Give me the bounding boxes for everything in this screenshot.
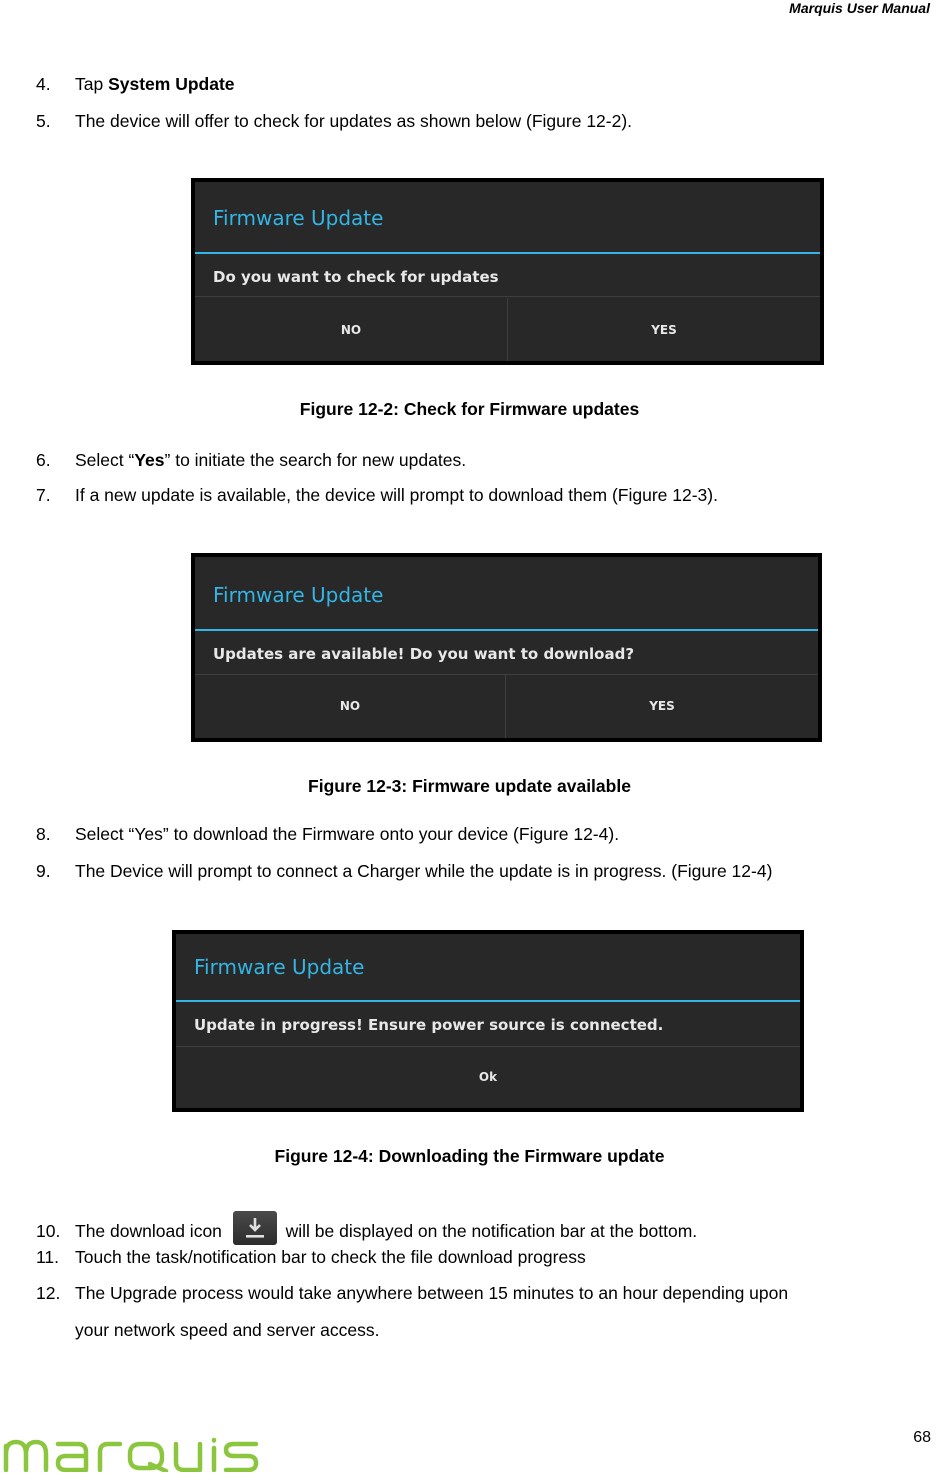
step-text: If a new update is available, the device will prompt to download them (Figure 12-3). [75,485,718,505]
step-number: 8. [36,824,51,844]
running-header: Marquis User Manual [789,0,930,16]
dialog-message: Updates are available! Do you want to download? [213,645,635,663]
page-number: 68 [913,1429,931,1446]
ok-button[interactable]: Ok [478,1070,498,1084]
step-text-prefix: Select “ [75,450,135,470]
step-5 [36,111,632,131]
dialog-title-rule [195,252,820,254]
figure-12-2-caption: Figure 12-2: Check for Firmware updates [299,399,640,419]
step-number: 4. [36,74,51,94]
figure-12-4-dialog [172,930,804,1112]
download-icon [233,1211,277,1245]
step-bold-term: System Update [108,74,235,94]
dialog-message: Update in progress! Ensure power source is connected. [194,1016,664,1034]
step-text: Select “Yes” to download the Firmware onto your device (Figure 12-4). [75,824,620,844]
step-number: 6. [36,450,51,470]
step-9 [36,861,772,881]
step-text-prefix: Tap [75,74,109,94]
yes-button[interactable]: YES [649,699,675,713]
step-text-suffix: will be displayed on the notification bar at the bottom. [280,1221,698,1241]
dialog-message: Do you want to check for updates [213,268,499,286]
dialog-title-rule [176,1000,800,1002]
no-button[interactable]: NO [340,322,362,337]
dialog-button-separator [195,296,820,297]
step-8 [36,824,619,844]
step-6 [36,450,466,470]
step-bold-term: Yes [134,450,165,470]
step-12-continuation: your network speed and server access. [75,1320,380,1340]
figure-12-3-dialog [191,553,822,742]
step-number: 10. [36,1221,61,1241]
step-text: The device will offer to check for updates as shown below (Figure 12-2). [75,111,633,131]
step-number: 11. [36,1247,60,1267]
step-number: 9. [36,861,51,881]
step-11 [36,1247,586,1267]
dialog-title: Firmware Update [213,206,384,230]
no-button[interactable]: NO [339,699,361,713]
step-number: 5. [36,111,51,131]
dialog-title: Firmware Update [213,583,384,607]
step-10 [36,1211,697,1245]
yes-button[interactable]: YES [651,322,677,337]
step-number: 7. [36,485,51,505]
step-7 [36,485,718,505]
step-number: 12. [36,1283,61,1303]
step-text: Touch the task/notification bar to check the file download progress [75,1247,586,1267]
step-text [75,74,235,94]
figure-12-3-caption: Figure 12-3: Firmware update available [308,776,631,796]
figure-12-2-dialog [191,178,824,365]
step-text-suffix: ” to initiate the search for new updates. [164,450,467,470]
step-text [75,1221,697,1241]
step-text [75,450,466,470]
figure-12-4-caption: Figure 12-4: Downloading the Firmware update [274,1146,665,1166]
step-text: The Device will prompt to connect a Charger while the update is in progress. (Figure 12-4) [75,861,773,881]
dialog-title: Firmware Update [194,955,365,979]
step-4 [36,74,235,94]
dialog-title-rule [195,629,818,631]
step-12 [36,1283,788,1303]
step-text-prefix: The download icon [75,1221,227,1241]
marquis-logo [2,1434,264,1477]
step-text: The Upgrade process would take anywhere between 15 minutes to an hour depending upon [75,1283,789,1303]
